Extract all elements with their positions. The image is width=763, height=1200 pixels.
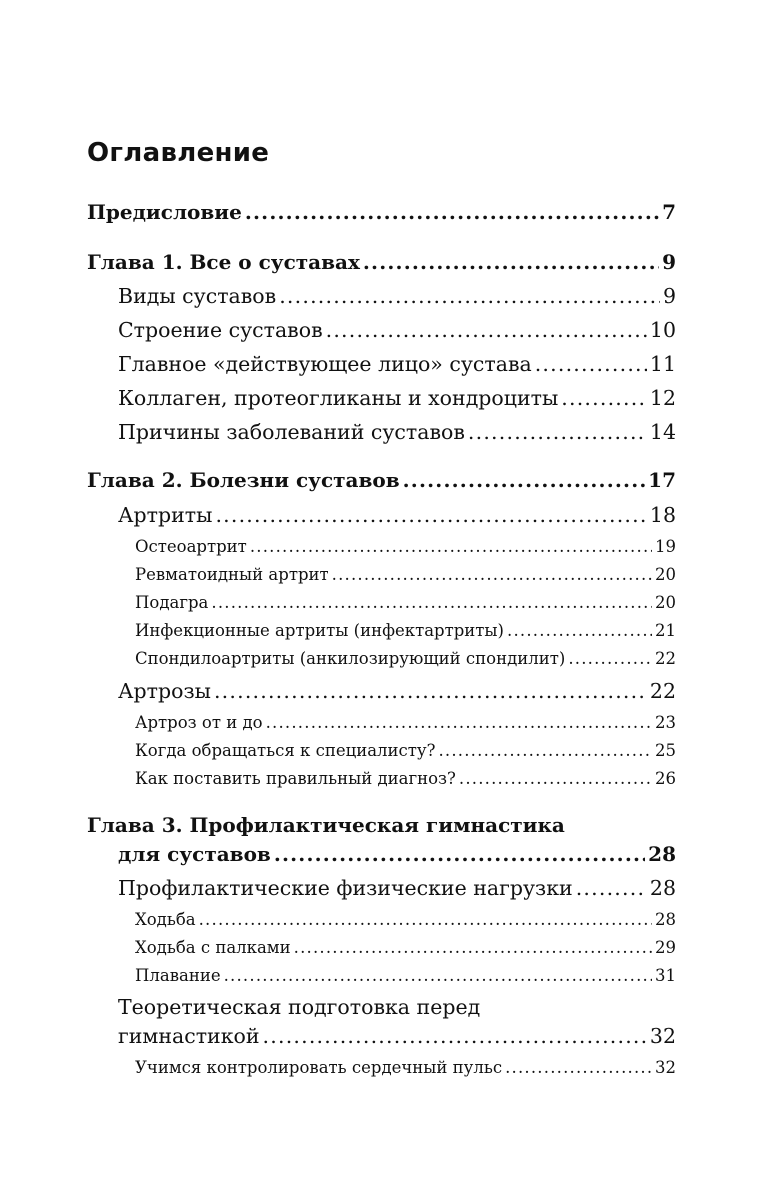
- toc-entry-page: 21: [655, 621, 676, 640]
- toc-entry-label: Ревматоидный артрит: [135, 565, 329, 584]
- page-title: Оглавление: [87, 138, 270, 168]
- dot-leader: [561, 386, 647, 410]
- toc-entry-label: Предисловие: [87, 200, 242, 224]
- toc-entry-label: Спондилоартриты (анкилозирующий спондилит): [135, 649, 566, 668]
- toc-entry-page: 32: [655, 1058, 676, 1077]
- toc-entry-label: Артриты: [118, 503, 213, 527]
- toc-entry[interactable]: [135, 966, 676, 985]
- dot-leader: [250, 537, 652, 556]
- dot-leader: [211, 593, 652, 612]
- toc-entry[interactable]: [118, 503, 676, 527]
- dot-leader: [326, 318, 647, 342]
- toc-entry-page: 32: [649, 1024, 676, 1048]
- toc-entry-label: Виды суставов: [118, 284, 277, 308]
- toc-entry[interactable]: [118, 679, 676, 703]
- toc-chapter-3-title-line: Глава 3. Профилактическая гимнастика: [87, 813, 565, 837]
- dot-leader: [459, 769, 652, 788]
- toc-entry-label: Ходьба: [135, 910, 196, 929]
- toc-entry-label: для суставов: [118, 842, 271, 866]
- toc-entry[interactable]: [118, 352, 676, 376]
- toc-entry-label: Учимся контролировать сердечный пульс: [135, 1058, 503, 1077]
- toc-entry-page: 31: [655, 966, 676, 985]
- toc-entry-label: Ходьба с палками: [135, 938, 291, 957]
- toc-entry-label: Коллаген, протеогликаны и хондроциты: [118, 386, 559, 410]
- toc-entry[interactable]: [135, 565, 676, 584]
- toc-entry-page: 10: [649, 318, 676, 342]
- toc-entry-page: 9: [662, 284, 676, 308]
- toc-entry-page: 18: [649, 503, 676, 527]
- toc-entry-page: 28: [649, 876, 676, 900]
- toc-entry-preface[interactable]: [87, 200, 676, 224]
- toc-entry-label: Артроз от и до: [135, 713, 263, 732]
- toc-entry[interactable]: [135, 713, 676, 732]
- dot-leader: [505, 1058, 652, 1077]
- toc-entry-label: Причины заболеваний суставов: [118, 420, 465, 444]
- toc-entry[interactable]: [135, 593, 676, 612]
- toc-entry[interactable]: [118, 284, 676, 308]
- toc-entry-chapter-2[interactable]: [87, 468, 676, 492]
- dot-leader: [245, 200, 659, 224]
- dot-leader: [274, 842, 645, 866]
- toc-entry-label: Артрозы: [118, 679, 211, 703]
- dot-leader: [214, 679, 647, 703]
- dot-leader: [294, 938, 652, 957]
- toc-entry[interactable]: [135, 741, 676, 760]
- toc-entry-page: 22: [649, 679, 676, 703]
- dot-leader: [403, 468, 646, 492]
- toc-entry-label: Глава 1. Все о суставах: [87, 250, 360, 274]
- dot-leader: [224, 966, 652, 985]
- dot-leader: [507, 621, 652, 640]
- toc-entry-label: Главное «действующее лицо» сустава: [118, 352, 532, 376]
- toc-entry-label: Плавание: [135, 966, 221, 985]
- dot-leader: [215, 503, 646, 527]
- toc-entry-page: 28: [655, 910, 676, 929]
- toc-entry[interactable]: [135, 621, 676, 640]
- toc-entry[interactable]: [135, 649, 676, 668]
- dot-leader: [332, 565, 652, 584]
- toc-entry-page: 29: [655, 938, 676, 957]
- dot-leader: [438, 741, 652, 760]
- toc-entry-page: 11: [649, 352, 676, 376]
- toc-entry-page: 17: [648, 468, 676, 492]
- toc-entry-page: 23: [655, 713, 676, 732]
- toc-entry-page: 28: [648, 842, 676, 866]
- toc-entry[interactable]: [135, 938, 676, 957]
- toc-entry-label: Профилактические физические нагрузки: [118, 876, 573, 900]
- dot-leader: [263, 1024, 647, 1048]
- dot-leader: [199, 910, 652, 929]
- toc-entry-page: 9: [662, 250, 676, 274]
- toc-entry-page: 7: [662, 200, 676, 224]
- toc-entry-page: 25: [655, 741, 676, 760]
- dot-leader: [568, 649, 652, 668]
- toc-entry-page: 20: [655, 565, 676, 584]
- toc-entry-chapter-1[interactable]: [87, 250, 676, 274]
- dot-leader: [363, 250, 659, 274]
- toc-entry-label: Остеоартрит: [135, 537, 247, 556]
- toc-entry-page: 19: [655, 537, 676, 556]
- toc-entry-label: Строение суставов: [118, 318, 323, 342]
- toc-entry-page: 26: [655, 769, 676, 788]
- toc-entry-label: гимнастикой: [118, 1024, 260, 1048]
- toc-entry[interactable]: [118, 420, 676, 444]
- toc-entry-label: Когда обращаться к специалисту?: [135, 741, 436, 760]
- toc-entry-label: Глава 2. Болезни суставов: [87, 468, 400, 492]
- toc-entry[interactable]: [118, 318, 676, 342]
- toc-entry-page: 12: [649, 386, 676, 410]
- toc-entry[interactable]: [135, 910, 676, 929]
- toc-entry-chapter-3[interactable]: [118, 842, 676, 866]
- toc-entry[interactable]: [135, 769, 676, 788]
- toc-entry-label: Подагра: [135, 593, 209, 612]
- toc-section-title-line: Теоретическая подготовка перед: [118, 995, 481, 1019]
- toc-entry[interactable]: [135, 1058, 676, 1077]
- toc-entry-page: 14: [649, 420, 676, 444]
- toc-entry-label: Как поставить правильный диагноз?: [135, 769, 456, 788]
- toc-entry[interactable]: [118, 1024, 676, 1048]
- dot-leader: [535, 352, 647, 376]
- toc-entry-page: 20: [655, 593, 676, 612]
- dot-leader: [576, 876, 647, 900]
- toc-entry-page: 22: [655, 649, 676, 668]
- dot-leader: [468, 420, 647, 444]
- dot-leader: [279, 284, 660, 308]
- toc-entry[interactable]: [118, 386, 676, 410]
- toc-entry[interactable]: [135, 537, 676, 556]
- dot-leader: [266, 713, 652, 732]
- toc-entry-label: Инфекционные артриты (инфектартриты): [135, 621, 504, 640]
- toc-entry[interactable]: [118, 876, 676, 900]
